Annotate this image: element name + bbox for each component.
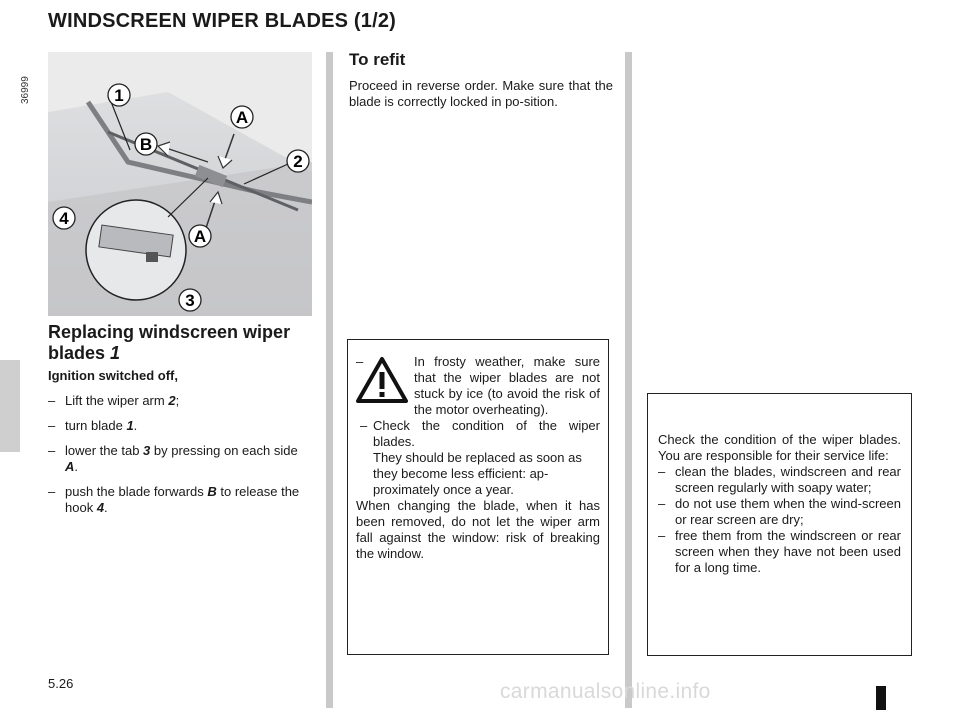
column-divider-left <box>326 52 333 708</box>
corner-mark <box>876 686 886 710</box>
warning-bullet-continuation: They should be replaced as soon as they become less efficient: ap-proximately once a year. <box>373 450 582 497</box>
svg-text:1: 1 <box>114 86 124 105</box>
info-bullet: – clean the blades, windscreen and rear screen regularly with soapy water; <box>658 464 901 496</box>
callout-a-top <box>231 106 253 128</box>
list-item: – lower the tab 3 by pressing on each side A. <box>48 443 313 475</box>
list-item: – turn blade 1. <box>48 418 313 434</box>
callout-b <box>135 133 157 155</box>
callout-a-bottom <box>189 225 211 247</box>
svg-text:2: 2 <box>293 152 303 171</box>
info-bullet: – free them from the windscreen or rear screen when they have not been used for a long time. <box>658 528 901 576</box>
warning-box <box>347 339 609 655</box>
svg-text:4: 4 <box>59 209 69 228</box>
callout-3 <box>179 289 201 311</box>
svg-text:A: A <box>193 227 207 246</box>
illustration-ref-number: 36999 <box>20 76 31 104</box>
steps-intro: Ignition switched off, <box>48 368 178 383</box>
section-title-refit: To refit <box>349 50 406 69</box>
replacing-steps <box>48 368 313 525</box>
wiper-illustration <box>48 52 312 316</box>
callout-4 <box>53 207 75 229</box>
zoom-tab <box>146 252 158 262</box>
column-divider-right <box>625 52 632 708</box>
list-item: – push the blade forwards B to release the hook 4. <box>48 484 313 516</box>
steps-list <box>48 393 313 516</box>
watermark: carmanualsonline.info <box>500 680 711 703</box>
callout-2 <box>287 150 309 172</box>
info-box <box>647 393 912 656</box>
list-item: – Lift the wiper arm 2; <box>48 393 313 409</box>
section-title-replacing: Replacing windscreen wiper blades 1 <box>48 322 291 363</box>
warning-bullet: – In frosty weather, make sure that the wiper blades are not stuck by ice (to avoid the risk of the motor overheating). <box>356 354 600 418</box>
svg-text:3: 3 <box>185 291 195 310</box>
page-number: 5.26 <box>48 676 74 691</box>
chapter-tab <box>0 360 20 452</box>
svg-text:A: A <box>235 108 249 127</box>
page-title: WINDSCREEN WIPER BLADES (1/2) <box>48 10 397 32</box>
refit-text: Proceed in reverse order. Make sure that the blade is correctly locked in po-sition. <box>349 78 613 109</box>
info-bullet: – do not use them when the wind-screen or rear screen are dry; <box>658 496 901 528</box>
callout-1 <box>108 84 130 106</box>
warning-bullet: – Check the condition of the wiper blades. <box>356 418 600 450</box>
info-intro: Check the condition of the wiper blades. You are responsible for their service life: <box>658 432 901 463</box>
warning-closing: When changing the blade, when it has been removed, do not let the wiper arm fall against the window: risk of breaking the window. <box>356 498 600 561</box>
svg-text:B: B <box>139 135 153 154</box>
